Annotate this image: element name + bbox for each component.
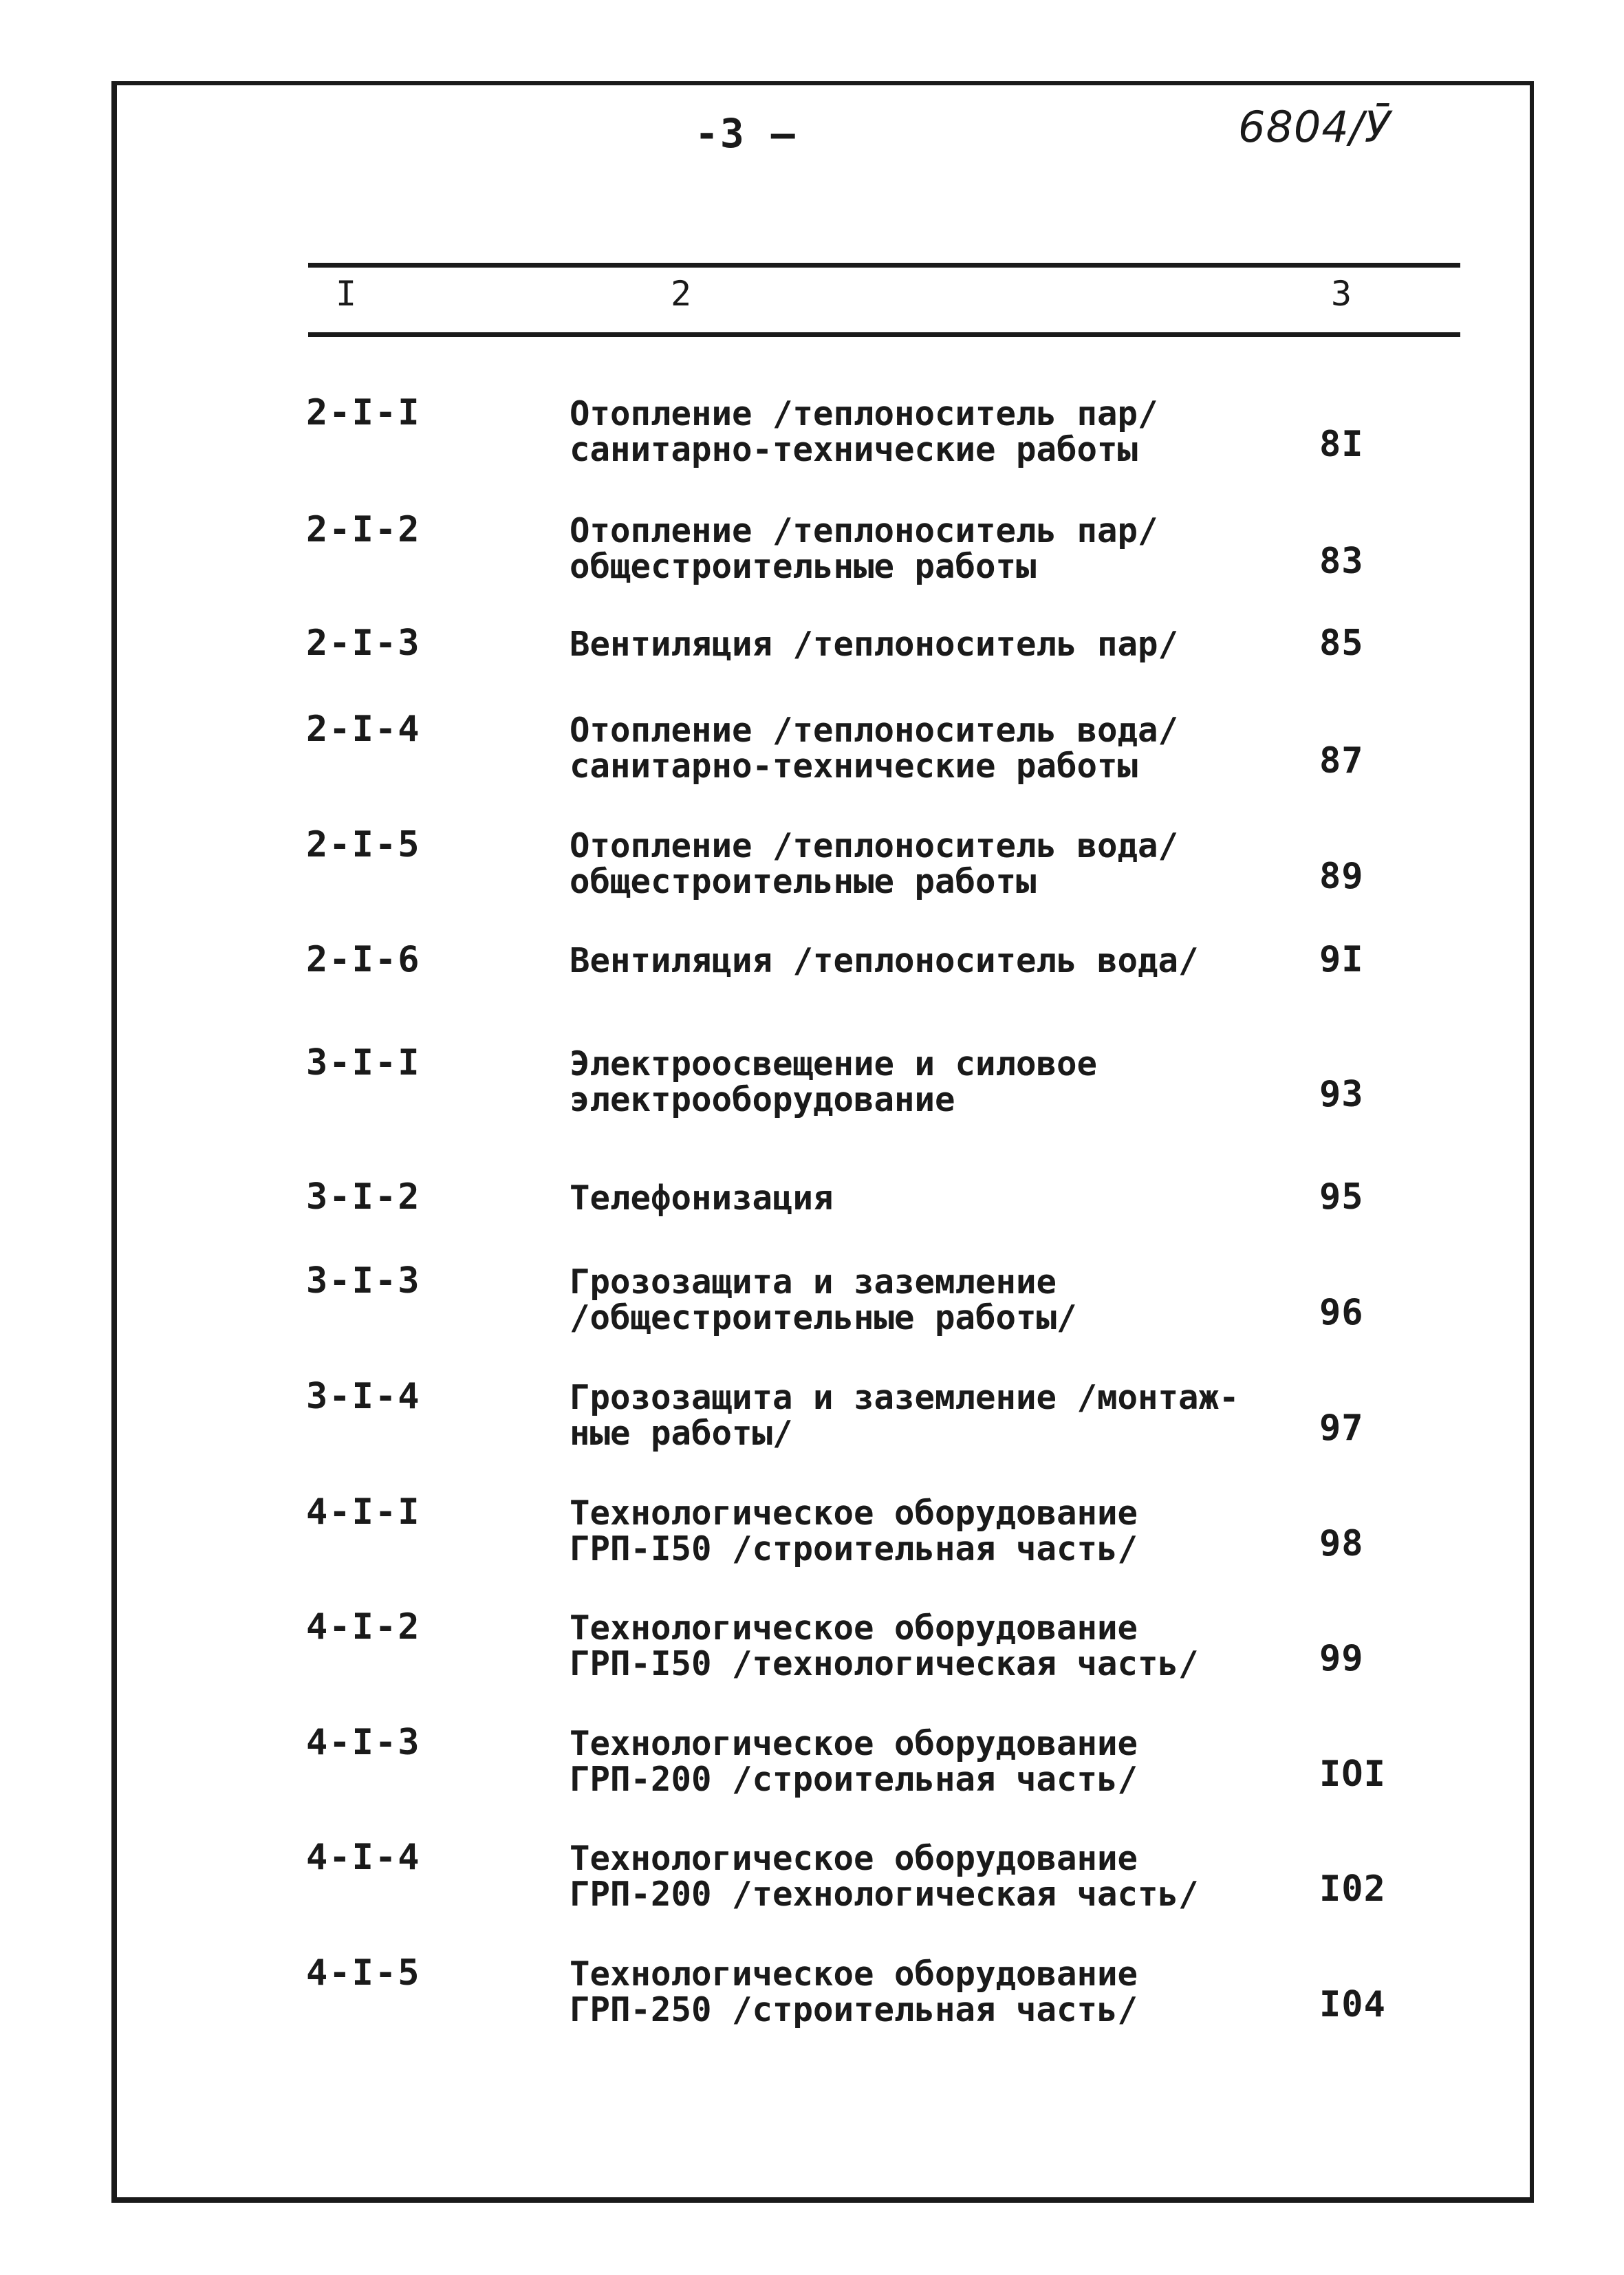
document-code: 6804/Ӯ [1238, 102, 1392, 152]
row-page: 99 [1319, 1638, 1364, 1679]
row-code: 2-I-I [306, 392, 421, 433]
row-page: 85 [1319, 623, 1364, 664]
row-title: Отопление /теплоноситель пар/ общестроительные работы [570, 511, 1158, 586]
row-title: Технологическое оборудование ГРП-200 /строительная часть/ [570, 1724, 1138, 1799]
column-header-3: 3 [1331, 274, 1352, 314]
row-code: 2-I-5 [306, 824, 421, 865]
row-code: 2-I-3 [306, 623, 421, 664]
row-code: 4-I-I [306, 1491, 421, 1533]
row-title: Технологическое оборудование ГРП-I50 /строительная часть/ [570, 1494, 1138, 1568]
row-page: 95 [1319, 1176, 1364, 1218]
row-page: 98 [1319, 1523, 1364, 1564]
row-title: Технологическое оборудование ГРП-250 /строительная часть/ [570, 1954, 1138, 2029]
row-page: 87 [1319, 740, 1364, 781]
table-header-top-rule [308, 263, 1460, 268]
row-code: 2-I-6 [306, 939, 421, 980]
row-page: 96 [1319, 1292, 1364, 1333]
row-page: I04 [1319, 1984, 1386, 2025]
row-page: 89 [1319, 856, 1364, 897]
row-page: 9I [1319, 939, 1364, 980]
column-header-2: 2 [671, 274, 692, 314]
row-code: 4-I-3 [306, 1722, 421, 1763]
row-code: 2-I-2 [306, 509, 421, 550]
row-title: Отопление /теплоноситель вода/ санитарно-технические работы [570, 711, 1179, 786]
row-title: Отопление /теплоноситель вода/ общестроительные работы [570, 826, 1179, 901]
row-code: 4-I-5 [306, 1952, 421, 1994]
table-header-bottom-rule [308, 332, 1460, 337]
row-page: I02 [1319, 1868, 1386, 1910]
row-code: 3-I-2 [306, 1176, 421, 1218]
row-title: Технологическое оборудование ГРП-200 /технологическая часть/ [570, 1839, 1199, 1914]
row-title: Грозозащита и заземление /общестроительные работы/ [570, 1262, 1077, 1337]
page-number: -3 — [695, 110, 797, 157]
row-code: 4-I-2 [306, 1606, 421, 1648]
row-page: 83 [1319, 541, 1364, 582]
row-title: Отопление /теплоноситель пар/ санитарно-технические работы [570, 394, 1158, 469]
row-code: 3-I-I [306, 1042, 421, 1083]
row-code: 3-I-3 [306, 1260, 421, 1302]
row-code: 3-I-4 [306, 1376, 421, 1417]
row-title: Грозозащита и заземление /монтаж- ные работы/ [570, 1378, 1239, 1453]
row-title: Электроосвещение и силовое электрооборудование [570, 1044, 1098, 1119]
row-title: Технологическое оборудование ГРП-I50 /технологическая часть/ [570, 1608, 1199, 1683]
row-page: 97 [1319, 1408, 1364, 1449]
row-title: Вентиляция /теплоноситель вода/ [570, 941, 1199, 980]
row-page: IOI [1319, 1754, 1386, 1795]
row-code: 2-I-4 [306, 709, 421, 750]
column-header-1: I [336, 274, 357, 314]
row-page: 8I [1319, 424, 1364, 465]
row-title: Телефонизация [570, 1178, 834, 1218]
row-code: 4-I-4 [306, 1837, 421, 1878]
row-page: 93 [1319, 1074, 1364, 1115]
row-title: Вентиляция /теплоноситель пар/ [570, 625, 1179, 664]
